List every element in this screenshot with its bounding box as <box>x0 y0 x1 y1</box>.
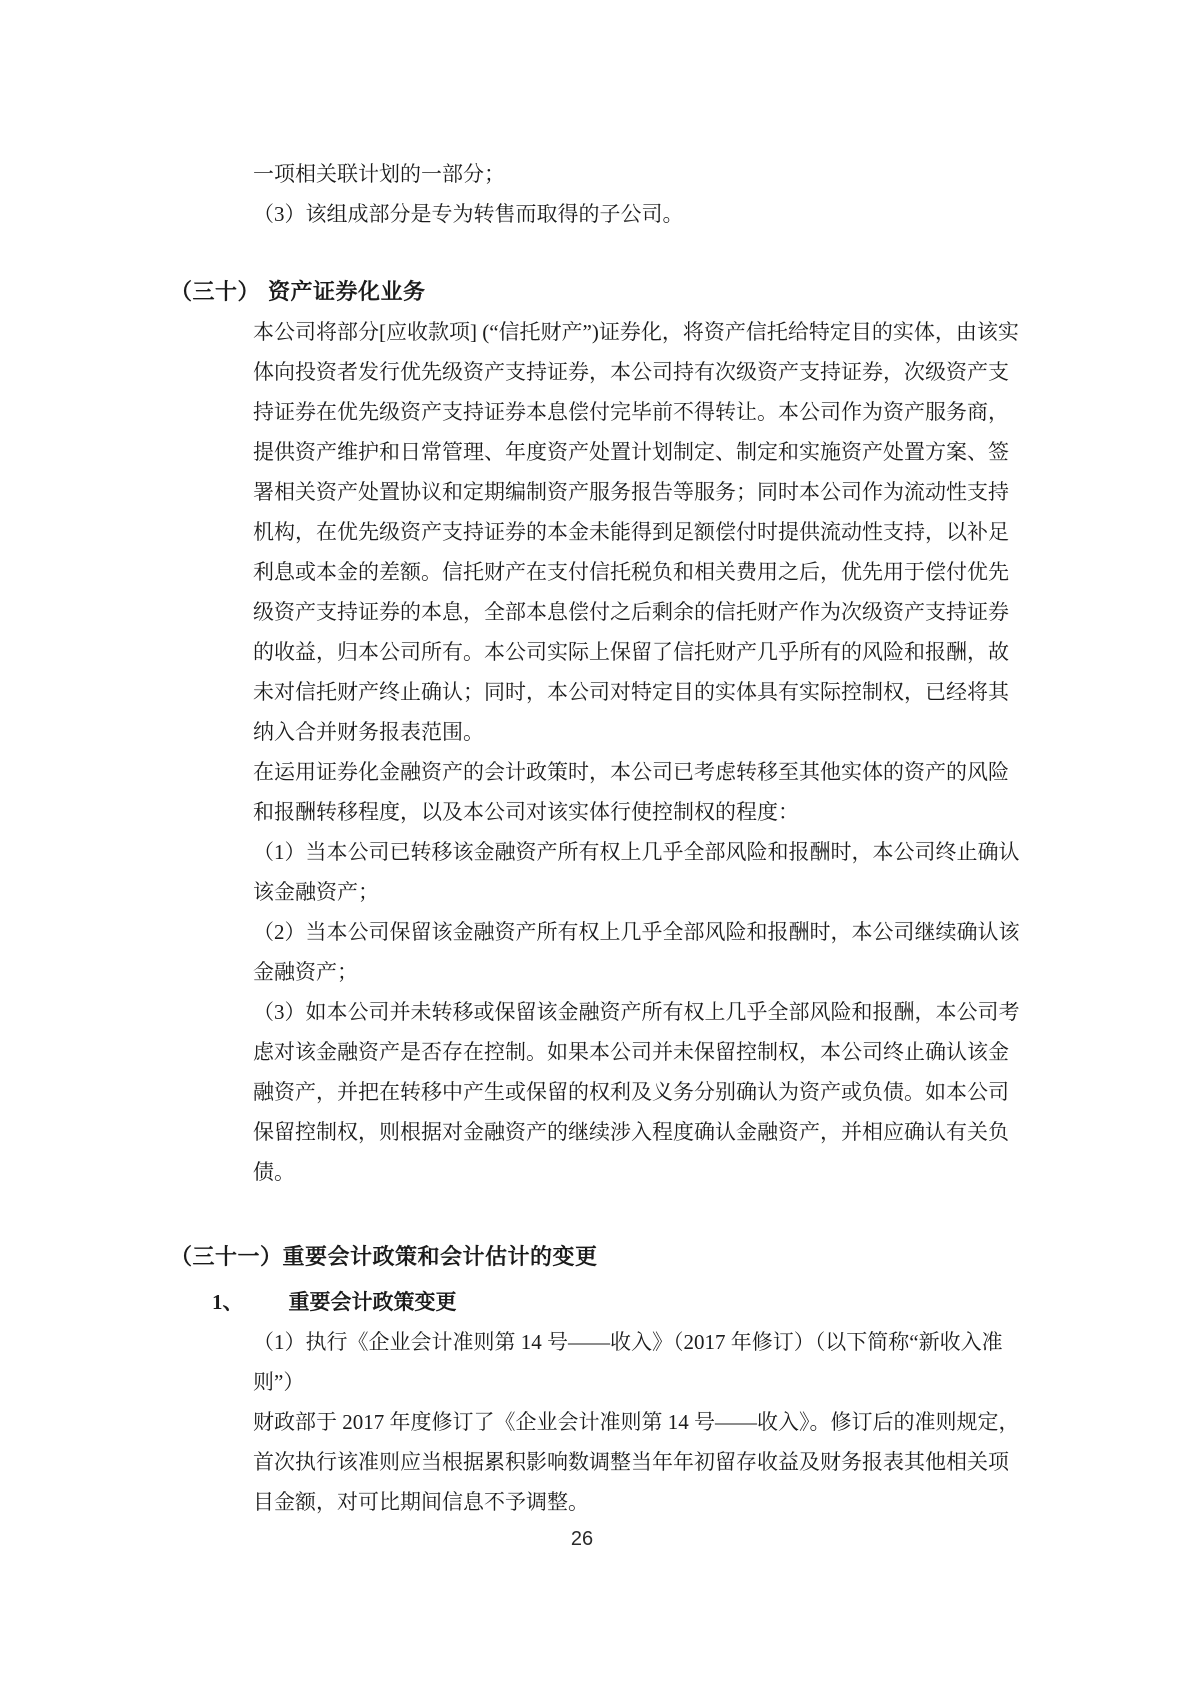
text-line: 提供资产维护和日常管理、年度资产处置计划制定、制定和实施资产处置方案、签 <box>253 440 1009 464</box>
paragraph-mof-revision <box>253 1402 1020 1522</box>
text-line: 保留控制权，则根据对金融资产的继续涉入程度确认金融资产，并相应确认有关负 <box>253 1120 1009 1144</box>
list-item-2 <box>253 912 1020 992</box>
text-line: （1）当本公司已转移该金融资产所有权上几乎全部风险和报酬时，本公司终止确认 <box>253 840 1020 864</box>
text-line: 一项相关联计划的一部分； <box>253 162 505 186</box>
section-title: 重要会计政策和会计估计的变更 <box>282 1244 598 1269</box>
text-line: 利息或本金的差额。信托财产在支付信托税负和相关费用之后，优先用于偿付优先 <box>253 560 1009 584</box>
text-line: （3）如本公司并未转移或保留该金融资产所有权上几乎全部风险和报酬，本公司考 <box>253 1000 1020 1024</box>
paragraph-policy-intro <box>253 752 1009 832</box>
list-item-3 <box>253 992 1020 1192</box>
text-line: （2）当本公司保留该金融资产所有权上几乎全部风险和报酬时，本公司继续确认该 <box>253 920 1020 944</box>
list-item-1 <box>253 832 1020 912</box>
text-line: 该金融资产； <box>253 880 379 904</box>
text-line: 的收益，归本公司所有。本公司实际上保留了信托财产几乎所有的风险和报酬，故 <box>253 640 1009 664</box>
text-line: 署相关资产处置协议和定期编制资产服务报告等服务；同时本公司作为流动性支持 <box>253 480 1009 504</box>
text-line: 目金额，对可比期间信息不予调整。 <box>253 1490 589 1514</box>
text-line: 持证券在优先级资产支持证券本息偿付完毕前不得转让。本公司作为资产服务商， <box>253 400 1009 424</box>
intro-paragraph <box>253 154 960 234</box>
text-line: （3）该组成部分是专为转售而取得的子公司。 <box>253 202 684 226</box>
page-content <box>170 0 1020 1522</box>
text-line: 体向投资者发行优先级资产支持证券，本公司持有次级资产支持证券，次级资产支 <box>253 360 1009 384</box>
subsection-number: 1、 <box>212 1290 244 1314</box>
text-line: 和报酬转移程度，以及本公司对该实体行使控制权的程度： <box>253 800 799 824</box>
page-number: 26 <box>570 1528 594 1550</box>
text-line: 纳入合并财务报表范围。 <box>253 720 484 744</box>
text-line: 未对信托财产终止确认；同时，本公司对特定目的实体具有实际控制权，已经将其 <box>253 680 1009 704</box>
section-31-heading <box>170 1237 960 1277</box>
paragraph-securitization <box>253 312 1019 752</box>
text-line: 级资产支持证券的本息，全部本息偿付之后剩余的信托财产作为次级资产支持证券 <box>253 600 1009 624</box>
section-number: （三十一） <box>170 1244 283 1269</box>
text-line: 融资产，并把在转移中产生或保留的权利及义务分别确认为资产或负债。如本公司 <box>253 1080 1009 1104</box>
text-line: 本公司将部分[应收款项] (“信托财产”)证券化，将资产信托给特定目的实体，由该实 <box>253 320 1019 344</box>
section-title: 资产证券化业务 <box>268 279 426 304</box>
section-30-heading <box>170 272 960 312</box>
text-line: 虑对该金融资产是否存在控制。如果本公司并未保留控制权，本公司终止确认该金 <box>253 1040 1009 1064</box>
subsection-1-heading <box>212 1282 960 1322</box>
text-line: 财政部于 2017 年度修订了《企业会计准则第 14 号——收入》。修订后的准则规定， <box>253 1410 1020 1434</box>
subsection-title: 重要会计政策变更 <box>288 1290 457 1314</box>
section-number: （三十） <box>170 279 261 304</box>
text-line: 则”） <box>253 1370 305 1394</box>
text-line: 首次执行该准则应当根据累积影响数调整当年年初留存收益及财务报表其他相关项 <box>253 1450 1009 1474</box>
text-line: 债。 <box>253 1160 295 1184</box>
paragraph-new-revenue-standard <box>253 1322 1003 1402</box>
text-line: 金融资产； <box>253 960 358 984</box>
text-line: 机构，在优先级资产支持证券的本金未能得到足额偿付时提供流动性支持，以补足 <box>253 520 1009 544</box>
text-line: 在运用证券化金融资产的会计政策时，本公司已考虑转移至其他实体的资产的风险 <box>253 760 1009 784</box>
text-line: （1）执行《企业会计准则第 14 号——收入》（2017 年修订）（以下简称“新收入准 <box>253 1330 1003 1354</box>
